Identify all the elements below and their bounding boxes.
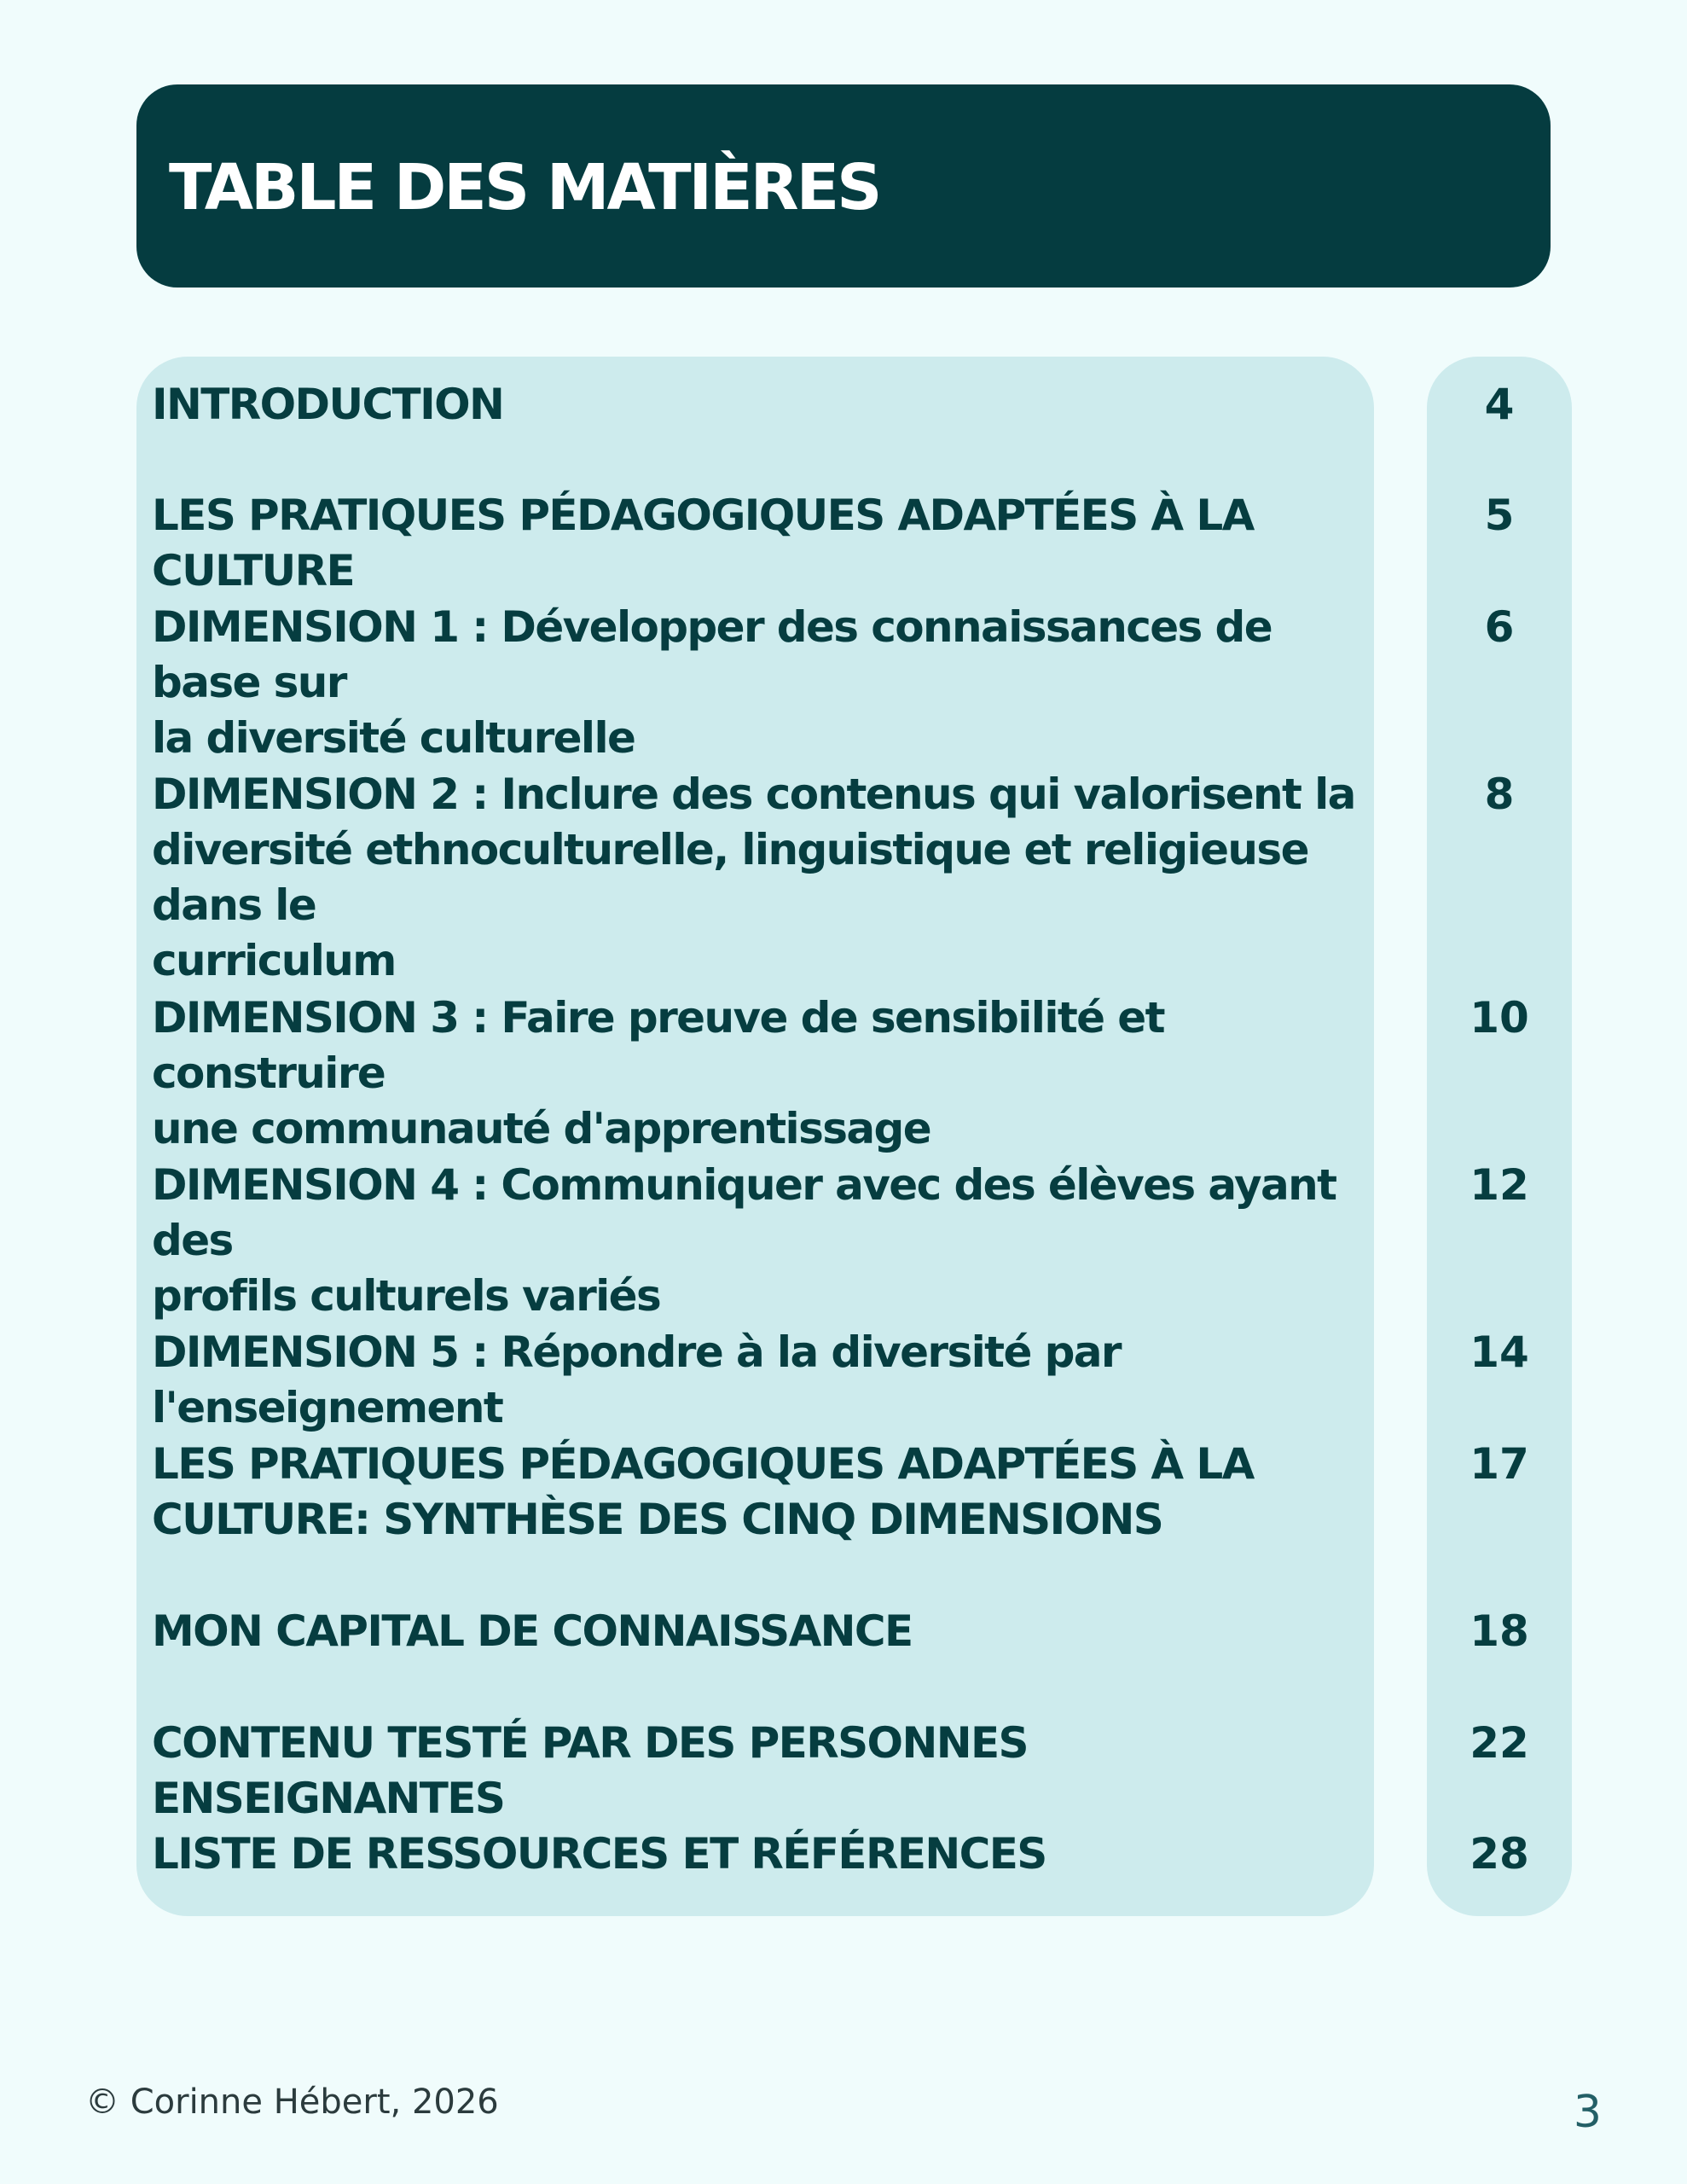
toc-entry-page: 12 <box>1470 1160 1529 1210</box>
toc-entry-page: 17 <box>1470 1439 1529 1489</box>
toc-entry-page: 4 <box>1484 380 1515 429</box>
toc-entry-capital[interactable] <box>0 1604 1687 1656</box>
toc-entry-title: MON CAPITAL DE CONNAISSANCE <box>152 1606 913 1656</box>
toc-entry-dimension-3[interactable] <box>0 990 1687 1153</box>
toc-entry-page: 10 <box>1470 993 1529 1043</box>
toc-entry-dimension-5[interactable] <box>0 1325 1687 1432</box>
toc-entry-page: 8 <box>1484 770 1515 819</box>
toc-entry-title: LES PRATIQUES PÉDAGOGIQUES ADAPTÉES À LA CULTURE <box>152 491 1254 595</box>
copyright-notice: © Corinne Hébert, 2026 <box>85 2082 499 2122</box>
toc-entry-title: DIMENSION 1 : Développer des connaissances de base sur la diversité culturelle <box>152 602 1272 763</box>
toc-entry-title: DIMENSION 5 : Répondre à la diversité par l'enseignement <box>152 1327 1121 1432</box>
toc-entry-title: INTRODUCTION <box>152 380 504 429</box>
toc-entry-dimension-1[interactable] <box>0 600 1687 763</box>
toc-entry-title: LES PRATIQUES PÉDAGOGIQUES ADAPTÉES À LA CULTURE: SYNTHÈSE DES CINQ DIMENSIONS <box>152 1439 1254 1544</box>
toc-entry-ressources[interactable] <box>0 1827 1687 1879</box>
toc-entry-page: 5 <box>1484 491 1515 540</box>
page-number: 3 <box>1573 2087 1602 2138</box>
toc-entry-page: 28 <box>1470 1829 1529 1879</box>
page-title: TABLE DES MATIÈRES <box>169 151 880 224</box>
header-bar <box>136 84 1551 288</box>
toc-entry-dimension-4[interactable] <box>0 1158 1687 1321</box>
toc-entry-dimension-2[interactable] <box>0 767 1687 985</box>
toc-entry-page: 6 <box>1484 602 1515 652</box>
toc-entry-page: 14 <box>1470 1327 1529 1377</box>
toc-entry-title: DIMENSION 4 : Communiquer avec des élèves ayant des profils culturels variés <box>152 1160 1336 1321</box>
toc-entry-title: CONTENU TESTÉ PAR DES PERSONNES ENSEIGNANTES <box>152 1718 1028 1823</box>
toc-entry-contenu-teste[interactable] <box>0 1716 1687 1823</box>
toc-entry-page: 18 <box>1470 1606 1529 1656</box>
toc-entry-synthese[interactable] <box>0 1437 1687 1544</box>
toc-pages-panel <box>1427 357 1572 1916</box>
toc-entry-page: 22 <box>1470 1718 1529 1768</box>
toc-entry-title: DIMENSION 3 : Faire preuve de sensibilité et construire une communauté d'apprentissage <box>152 993 1164 1153</box>
toc-entry-introduction[interactable] <box>0 377 1687 429</box>
toc-entry-title: DIMENSION 2 : Inclure des contenus qui valorisent la diversité ethnoculturelle, linguistique et religieuse dans le curriculum <box>152 770 1355 985</box>
toc-entry-pratiques[interactable] <box>0 488 1687 595</box>
toc-entry-title: LISTE DE RESSOURCES ET RÉFÉRENCES <box>152 1829 1046 1879</box>
